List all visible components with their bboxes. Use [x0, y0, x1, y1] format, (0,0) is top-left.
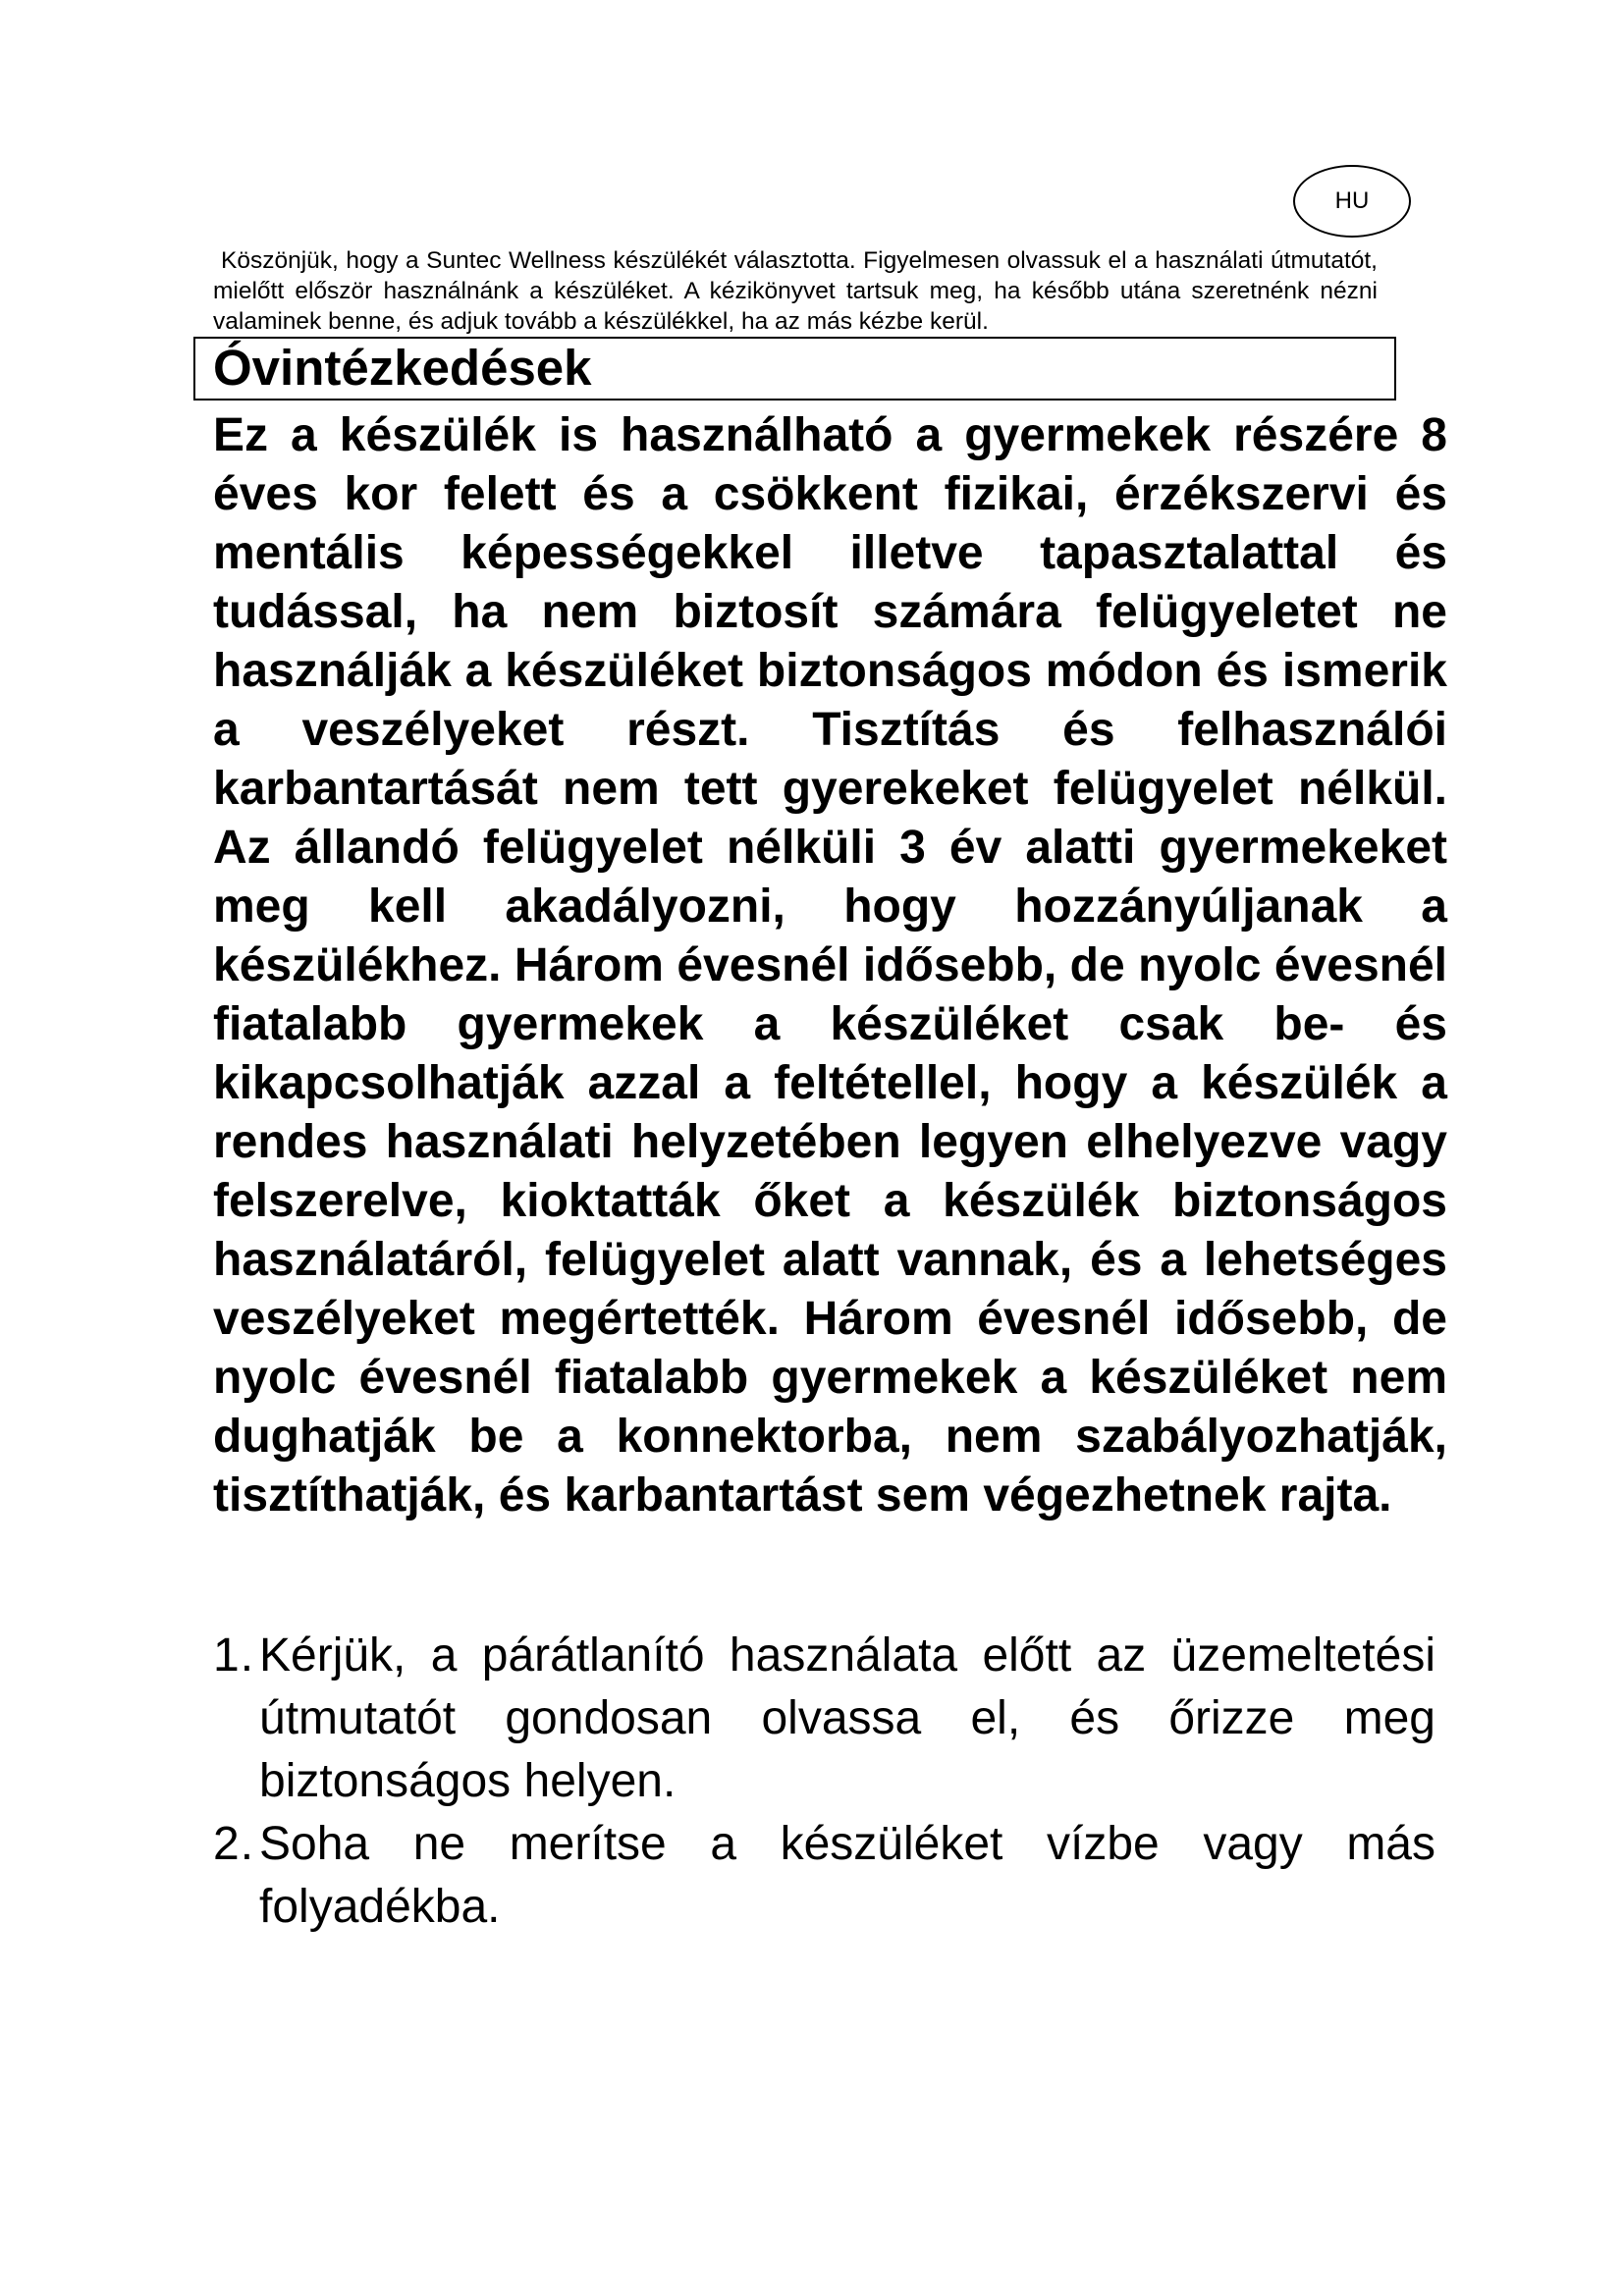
language-badge: HU — [1293, 165, 1411, 238]
section-heading: Óvintézkedések — [213, 340, 592, 396]
list-item-text: Kérjük, a párátlanító használata előtt az üzemeltetési útmutatót gondosan olvassa el, és őrizze meg biztonságos helyen. — [259, 1629, 1435, 1807]
intro-paragraph: Köszönjük, hogy a Suntec Wellness készülékét választotta. Figyelmesen olvassuk el a használati útmutatót, mielőtt először használnánk a készüléket. A kézikönyvet tartsuk meg, ha később utána szeretnénk nézni valaminek benne, és adjuk tovább a készülékkel, ha az más kézbe kerül. — [213, 247, 1378, 335]
list-item-number: 2. — [213, 1818, 255, 1870]
safety-warning-paragraph: Ez a készülék is használható a gyermekek részére 8 éves kor felett és a csökkent fizikai, érzékszervi és mentális képességekkel illetve tapasztalattal és tudással, ha nem biztosít számára felügyeletet ne használják a készüléket biztonságos módon és ismerik a veszélyeket részt. Tisztítás és felhasználói karbantartását nem tett gyerekeket felügyelet nélkül. Az állandó felügyelet nélküli 3 év alatti gyermekeket meg kell akadályozni, hogy hozzányúljanak a készülékhez. Három évesnél idősebb, de nyolc évesnél fiatalabb gyermekek a készüléket csak be- és kikapcsolhatják azzal a feltétellel, hogy a készülék a rendes használati helyzetében legyen elhelyezve vagy felszerelve, kioktatták őket a készülék biztonságos használatáról, felügyelet alatt vannak, és a lehetséges veszélyeket megértették. Három évesnél idősebb, de nyolc évesnél fiatalabb gyermekek a készüléket nem dughatják be a konnektorba, nem szabályozhatják, tisztíthatják, és karbantartást sem végezhetnek rajta. — [213, 409, 1447, 1522]
instruction-list — [213, 1625, 1435, 1939]
list-item — [213, 1625, 1435, 1813]
list-item-text: Soha ne merítse a készüléket vízbe vagy más folyadékba. — [259, 1818, 1435, 1933]
list-item-number: 1. — [213, 1629, 255, 1682]
list-item — [213, 1813, 1435, 1939]
